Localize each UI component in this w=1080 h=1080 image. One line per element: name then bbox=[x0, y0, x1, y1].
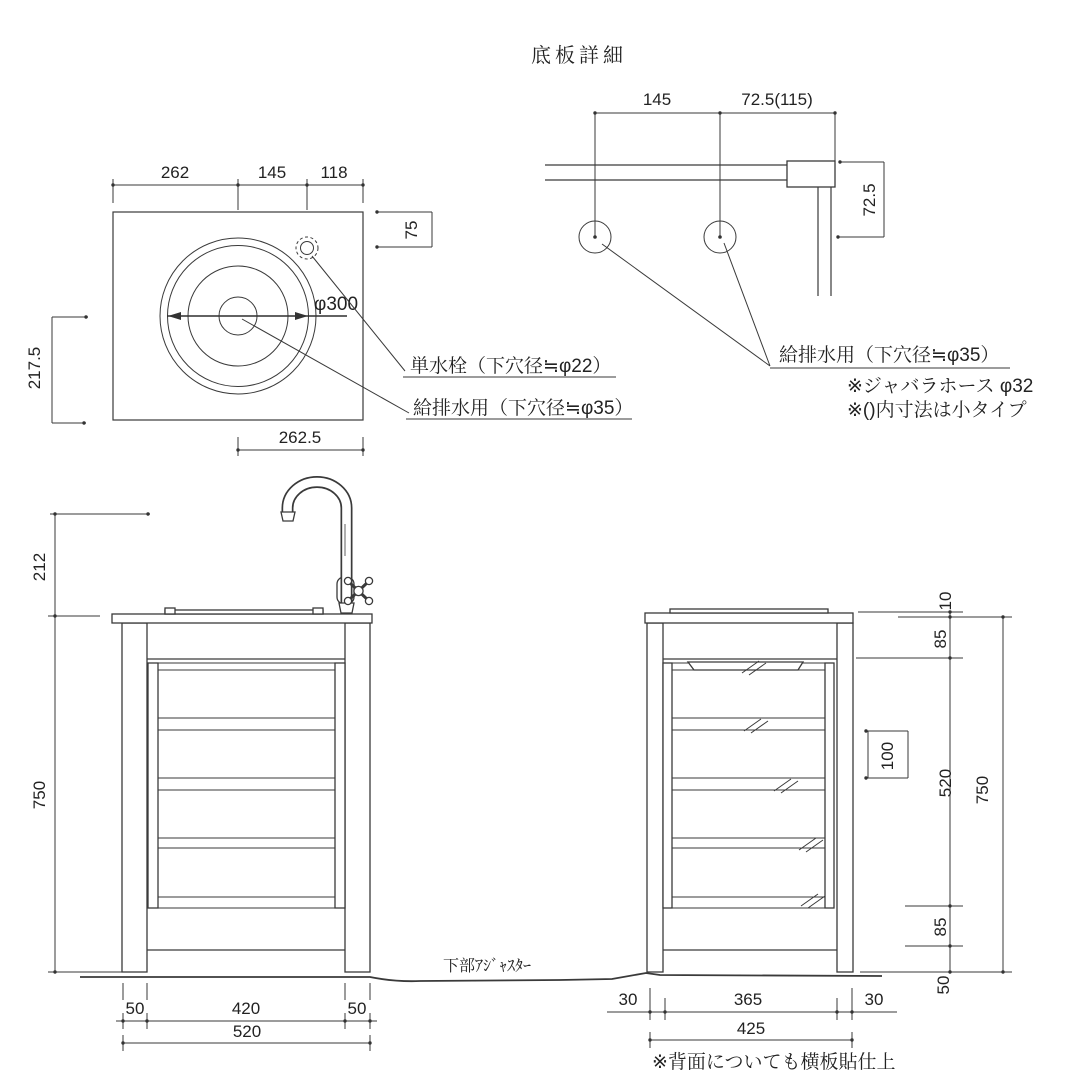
plan-dim-145: 145 bbox=[257, 163, 287, 182]
detail-note-hose: ※ジャバラホース φ32 bbox=[847, 376, 1034, 397]
handle-lobe bbox=[344, 597, 351, 604]
side-left-leg bbox=[647, 623, 663, 972]
side-right-leg bbox=[837, 623, 853, 972]
drain-pipe-lines bbox=[818, 187, 831, 296]
side-dim-425: 425 bbox=[736, 1019, 766, 1038]
handle-lobe bbox=[365, 597, 372, 604]
side-elevation bbox=[607, 592, 1012, 1073]
dim-dot bbox=[84, 315, 87, 318]
flange-end-right bbox=[313, 608, 323, 614]
dim-dot bbox=[663, 1010, 666, 1013]
plan-dim-75-label: 75 bbox=[402, 220, 421, 240]
front-dim-bottom bbox=[116, 983, 377, 1051]
front-frame-stile-left bbox=[148, 663, 158, 908]
dim-dot bbox=[53, 970, 56, 973]
faucet-hole-circle bbox=[301, 242, 314, 255]
hole-center-dot bbox=[718, 235, 722, 239]
plan-dim-217-5 bbox=[25, 315, 88, 424]
plan-dim-phi300-label: φ300 bbox=[314, 294, 359, 315]
side-dim-85-bottom: 85 bbox=[931, 917, 950, 937]
plan-dim-118: 118 bbox=[320, 163, 348, 182]
side-note-back: ※背面についても横板貼仕上 bbox=[652, 1052, 896, 1073]
plan-label-drain: 給排水用（下穴径≒φ35） bbox=[413, 398, 634, 419]
detail-note-paren: ※()内寸法は小タイプ bbox=[847, 400, 1027, 421]
dim-dot bbox=[835, 1010, 838, 1013]
dim-dot bbox=[111, 183, 114, 186]
dim-dot bbox=[833, 111, 836, 114]
front-dim-750: 750 bbox=[30, 780, 49, 810]
dim-dot bbox=[948, 970, 951, 973]
pipe-connector-box bbox=[787, 161, 835, 187]
dim-dot bbox=[948, 944, 951, 947]
plan-dim-phi300 bbox=[167, 294, 358, 320]
front-dim-212: 212 bbox=[30, 552, 49, 582]
side-dim-10: 10 bbox=[936, 591, 955, 611]
dim-dot bbox=[1001, 615, 1004, 618]
plan-dim-262-5-label: 262.5 bbox=[278, 428, 322, 447]
side-dim-bottom bbox=[607, 988, 897, 1048]
dim-dot bbox=[718, 111, 721, 114]
detail-dim-72-5-label: 72.5 bbox=[860, 183, 879, 217]
dim-dot bbox=[121, 1019, 124, 1022]
dim-dot bbox=[836, 235, 839, 238]
plate-edge-lines bbox=[545, 165, 787, 180]
dim-dot bbox=[593, 111, 596, 114]
dim-dot bbox=[850, 1010, 853, 1013]
side-dim-50: 50 bbox=[934, 975, 953, 995]
bottom-plate-detail-view bbox=[545, 90, 1033, 421]
side-sink-bowl-bottom bbox=[688, 662, 803, 670]
side-slat-lines bbox=[672, 663, 825, 908]
handle-lobe bbox=[344, 577, 351, 584]
dim-dot bbox=[864, 776, 867, 779]
faucet-hole-dashed-circle bbox=[296, 237, 318, 259]
phi300-arrow-right bbox=[295, 312, 308, 320]
dim-dot bbox=[236, 448, 239, 451]
dim-dot bbox=[864, 729, 867, 732]
detail-label-drain: 給排水用（下穴径≒φ35） bbox=[779, 345, 1000, 366]
plan-dim-217-5-label: 217.5 bbox=[25, 346, 44, 390]
front-right-leg bbox=[345, 623, 370, 972]
plan-view bbox=[25, 163, 633, 456]
plan-dim-217-5-lines bbox=[52, 317, 88, 423]
dim-dot bbox=[648, 1010, 651, 1013]
faucet-spout-tip bbox=[281, 512, 295, 521]
dim-dot bbox=[146, 512, 149, 515]
detail-dim-72-5-115: 72.5(115) bbox=[741, 90, 813, 109]
dim-dot bbox=[850, 1038, 853, 1041]
dim-dot bbox=[53, 512, 56, 515]
side-countertop bbox=[645, 613, 853, 623]
handle-lobe bbox=[365, 577, 372, 584]
plan-dim-262: 262 bbox=[160, 163, 190, 182]
side-dim-365: 365 bbox=[733, 990, 763, 1009]
side-dim-100-label: 100 bbox=[878, 741, 897, 771]
side-dim-30-left: 30 bbox=[618, 990, 638, 1009]
front-dim-50-left: 50 bbox=[125, 999, 145, 1018]
dim-dot bbox=[948, 904, 951, 907]
side-dim-right-chain bbox=[856, 592, 1012, 995]
dim-dot bbox=[236, 183, 239, 186]
phi300-arrow-left bbox=[168, 312, 181, 320]
dim-dot bbox=[838, 160, 841, 163]
front-dim-50-right: 50 bbox=[347, 999, 367, 1018]
dim-dot bbox=[145, 1019, 148, 1022]
detail-dim-145: 145 bbox=[642, 90, 672, 109]
dim-dot bbox=[361, 448, 364, 451]
front-frame-stile-right bbox=[335, 663, 345, 908]
side-sink-flange bbox=[670, 609, 828, 613]
plan-dim-75 bbox=[375, 210, 432, 248]
front-left-leg bbox=[122, 623, 147, 972]
adjuster-label: 下部ｱｼﾞｬｽﾀｰ bbox=[443, 958, 532, 975]
dim-dot bbox=[948, 656, 951, 659]
hole-center-dot bbox=[593, 235, 597, 239]
dim-dot bbox=[82, 421, 85, 424]
dim-dot bbox=[305, 183, 308, 186]
detail-title: 底板詳細 bbox=[531, 45, 627, 67]
dim-dot bbox=[948, 615, 951, 618]
dim-dot bbox=[648, 1038, 651, 1041]
plan-label-faucet: 単水栓（下穴径≒φ22） bbox=[410, 356, 612, 377]
dim-dot bbox=[375, 245, 378, 248]
side-dim-85-top: 85 bbox=[931, 629, 950, 649]
side-dim-100 bbox=[864, 729, 908, 779]
dim-dot bbox=[368, 1019, 371, 1022]
front-elevation bbox=[30, 482, 377, 1051]
front-dim-520: 520 bbox=[232, 1022, 262, 1041]
side-dim-520: 520 bbox=[936, 768, 955, 798]
flange-end-left bbox=[165, 608, 175, 614]
dim-dot bbox=[121, 1041, 124, 1044]
dim-dot bbox=[361, 183, 364, 186]
plan-dim-top bbox=[111, 163, 364, 210]
front-sink-flange bbox=[165, 610, 323, 614]
side-frame-stile-right bbox=[825, 663, 834, 908]
front-dim-420: 420 bbox=[231, 999, 261, 1018]
dim-dot bbox=[343, 1019, 346, 1022]
dim-dot bbox=[375, 210, 378, 213]
plan-dim-262-5 bbox=[236, 428, 364, 456]
dim-dot bbox=[1001, 970, 1004, 973]
side-dim-30-right: 30 bbox=[864, 990, 884, 1009]
handle-center bbox=[354, 586, 363, 595]
board-break-marks bbox=[742, 661, 825, 908]
faucet bbox=[281, 482, 373, 613]
side-frame-stile-left bbox=[663, 663, 672, 908]
front-slat-lines bbox=[158, 663, 335, 908]
side-dim-750: 750 bbox=[973, 775, 992, 805]
dim-dot bbox=[53, 614, 56, 617]
front-countertop bbox=[112, 614, 372, 623]
dim-dot bbox=[368, 1041, 371, 1044]
detail-dim-72-5 bbox=[836, 160, 884, 238]
